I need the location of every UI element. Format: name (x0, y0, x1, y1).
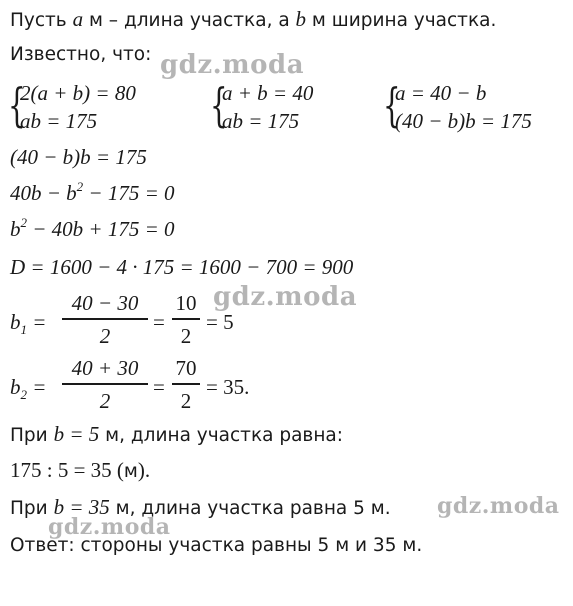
text-fragment: м, длина участка равна: (99, 425, 343, 446)
division-line (10, 457, 150, 485)
system-3 (383, 80, 568, 134)
fraction-1 (62, 355, 148, 414)
text-fragment: м, длина участка равна 5 м. (109, 498, 391, 519)
equals-sign: = (153, 310, 165, 334)
numerator: 10 (175, 291, 197, 315)
equation-1: (40 − b)b = 175 (10, 145, 147, 169)
eq-part: 175 : 5 = 35 ( (10, 458, 124, 482)
eq-part: 40b − b (10, 181, 77, 205)
result: = 5 (206, 310, 234, 334)
unit: м (123, 461, 138, 482)
text-fragment: м ширина участка. (306, 10, 497, 31)
denominator: 2 (180, 323, 192, 348)
watermark: gdz.moda (160, 50, 305, 80)
equation-3 (10, 216, 175, 242)
eq-part: − 175 = 0 (83, 181, 175, 205)
system-row: 2(a + b) = 80 (20, 81, 136, 105)
system-row: a = 40 − b (395, 81, 487, 105)
brace-icon: { (383, 78, 401, 132)
fraction-2 (172, 290, 200, 349)
exponent: 2 (20, 215, 27, 230)
conclusion-b5 (10, 421, 343, 449)
eq-part: b (10, 217, 21, 241)
denominator: 2 (180, 388, 192, 413)
fraction-bar (62, 318, 148, 320)
equation-2 (10, 180, 175, 206)
variable-a: a (72, 7, 84, 31)
condition: b = 35 (53, 495, 110, 519)
text-fragment: При (10, 498, 54, 519)
root-label: $b_2$ = (10, 375, 47, 402)
text-fragment: м – длина участка, а (83, 10, 296, 31)
eq-part: ). (137, 458, 151, 482)
system-row: ab = 175 (222, 109, 300, 133)
system-row: a + b = 40 (222, 81, 314, 105)
condition: b = 5 (53, 422, 100, 446)
brace-icon: { (210, 78, 228, 132)
root-label: $b_1$ = (10, 310, 47, 337)
watermark: gdz.moda (48, 514, 171, 540)
fraction-1 (62, 290, 148, 349)
numerator: 40 − 30 (71, 291, 139, 315)
text-fragment: Пусть (10, 10, 73, 31)
text-fragment: При (10, 425, 54, 446)
equals-sign: = (153, 375, 165, 399)
fraction-bar (62, 383, 148, 385)
watermark: gdz.moda (213, 282, 358, 312)
intro-line (10, 6, 496, 34)
eq-part: − 40b + 175 = 0 (27, 217, 175, 241)
variable-b: b (295, 7, 307, 31)
watermark: gdz.moda (437, 493, 560, 519)
answer-line: Ответ: стороны участка равны 5 м и 35 м. (10, 535, 423, 556)
denominator: 2 (99, 388, 111, 413)
exponent: 2 (76, 179, 84, 194)
numerator: 40 + 30 (71, 356, 139, 380)
denominator: 2 (99, 323, 111, 348)
fraction-bar (172, 318, 200, 320)
system-row: ab = 175 (20, 109, 98, 133)
fraction-bar (172, 383, 200, 385)
discriminant: D = 1600 − 4 · 175 = 1600 − 700 = 900 (10, 255, 354, 279)
system-row: (40 − b)b = 175 (395, 109, 532, 133)
numerator: 70 (175, 356, 197, 380)
system-2 (210, 80, 360, 134)
known-line: Известно, что: (10, 44, 152, 65)
root-b2 (10, 355, 570, 415)
fraction-2 (172, 355, 200, 414)
system-1 (8, 80, 198, 134)
result: = 35. (206, 375, 250, 399)
brace-icon: { (8, 78, 26, 132)
